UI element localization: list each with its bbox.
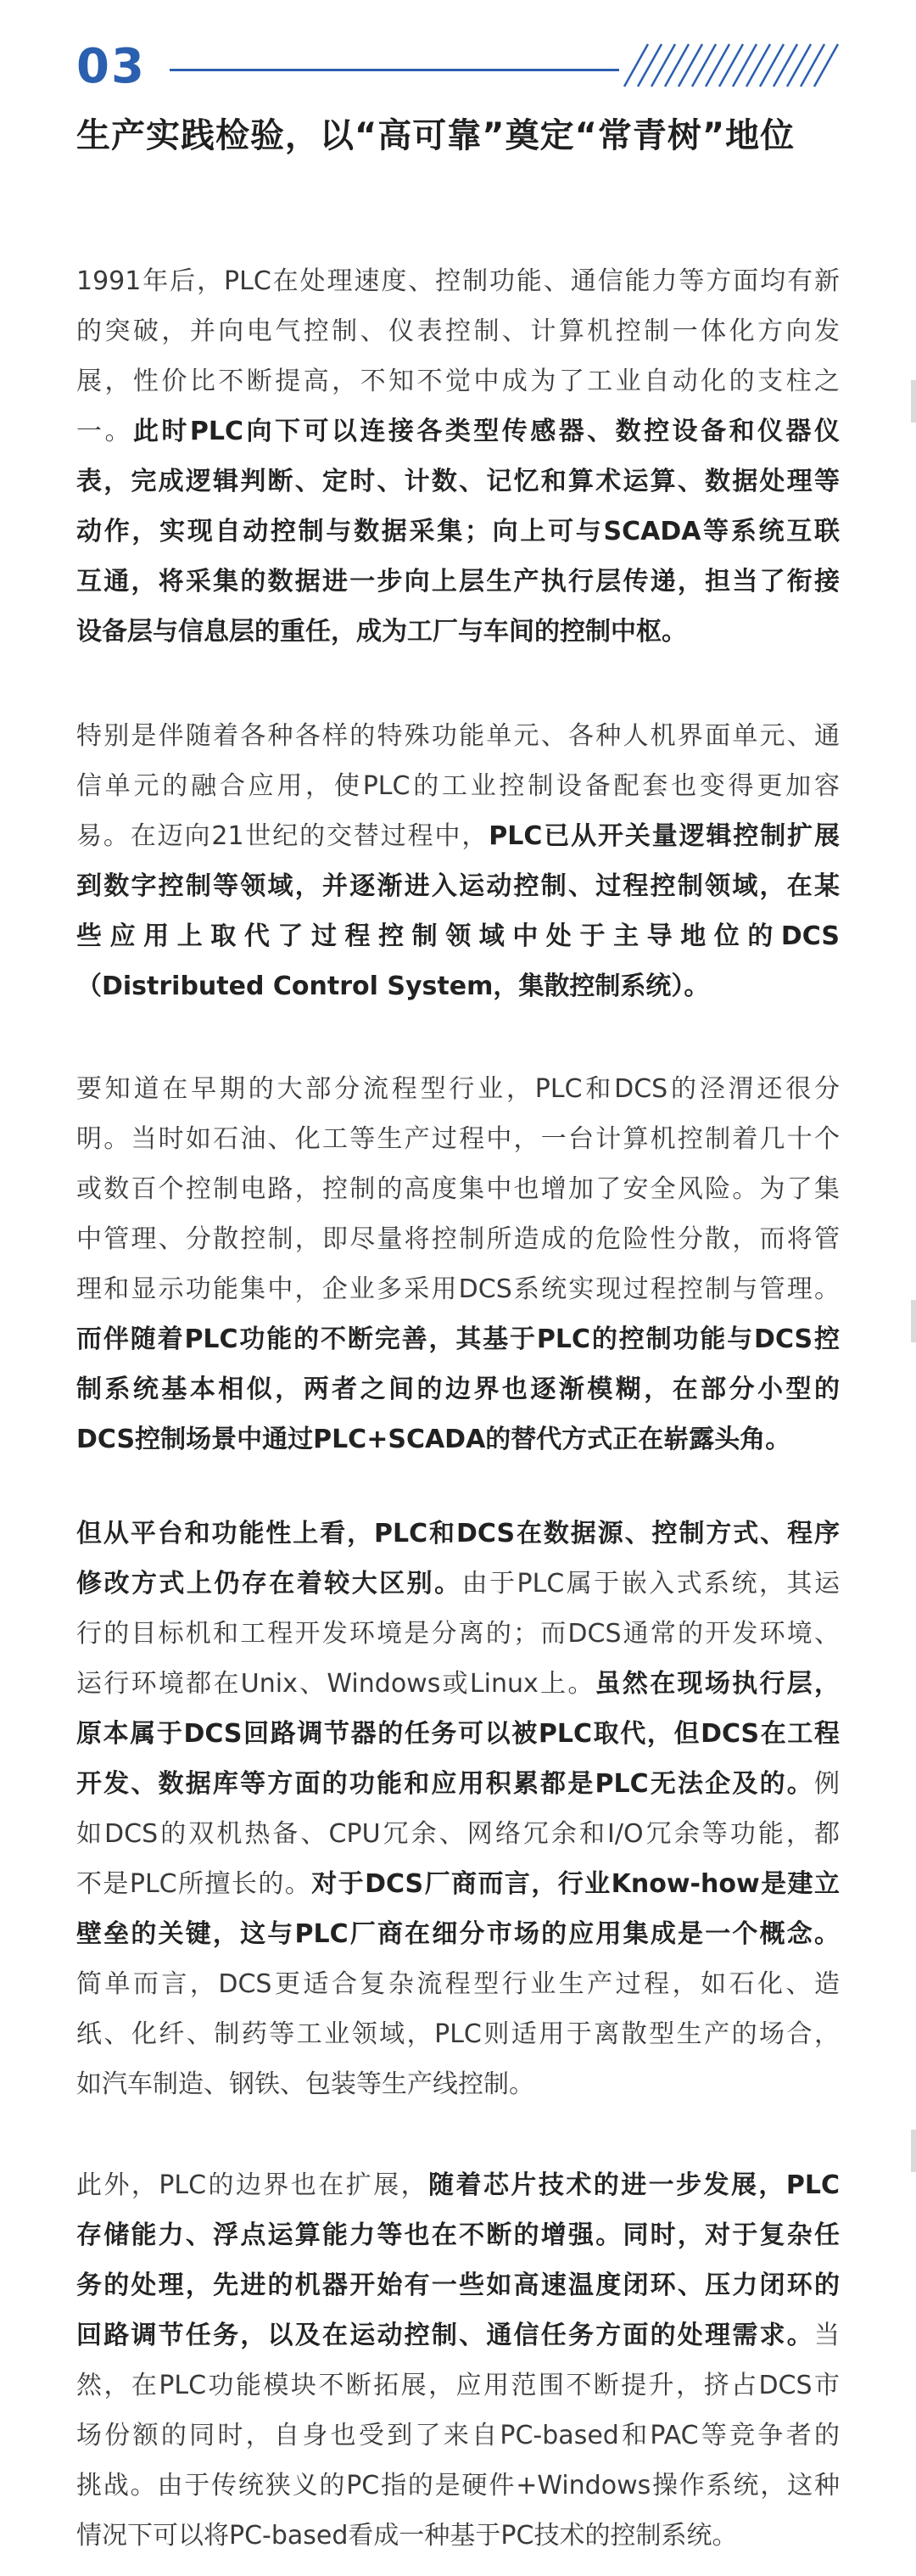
bold-text-segment: 制系统基本相似，两者之间的边界也逐渐模糊，在部分小型的 <box>76 1375 840 1404</box>
text-segment: 例 <box>814 1769 840 1799</box>
bold-text-segment: 此时PLC向下可以连接各类型传感器、数控设备和仪器仪 <box>132 417 840 446</box>
text-line <box>76 1364 840 1414</box>
text-segment: 明。当时如石油、化工等生产过程中，一台计算机控制着几十个 <box>76 1124 840 1154</box>
text-line <box>76 2411 840 2461</box>
text-line <box>76 711 840 761</box>
text-line <box>76 356 840 406</box>
text-line <box>76 2260 840 2310</box>
text-line <box>76 1809 840 1859</box>
bold-text-segment: 到数字控制等领域，并逐渐进入运动控制、过程控制领域，在某 <box>76 871 840 901</box>
text-line <box>76 607 840 657</box>
text-segment: 不是PLC所擅长的。 <box>76 1869 312 1899</box>
text-line <box>76 1264 840 1314</box>
text-line <box>76 1859 840 1909</box>
bold-text-segment: 开发、数据库等方面的功能和应用积累都是PLC无法企及的。 <box>76 1769 814 1799</box>
text-segment: 行的目标机和工程开发环境是分离的；而DCS通常的开发环境、 <box>76 1619 840 1649</box>
text-segment: 或数百个控制电路，控制的高度集中也增加了安全风险。为了集 <box>76 1174 840 1204</box>
bold-text-segment: DCS控制场景中通过PLC+SCADA的替代方式正在崭露头角。 <box>76 1425 791 1454</box>
bold-text-segment: 修改方式上仍存在着较大区别。 <box>76 1569 462 1599</box>
text-segment: 理和显示功能集中，企业多采用DCS系统实现过程控制与管理。 <box>76 1274 840 1304</box>
bold-text-segment: 设备层与信息层的重任，成为工厂与车间的控制中枢。 <box>76 617 687 647</box>
paragraph-2 <box>76 711 840 1011</box>
text-segment: 简单而言，DCS更适合复杂流程型行业生产过程，如石化、造 <box>76 1969 840 1999</box>
paragraph-4 <box>76 1509 840 2109</box>
text-line <box>76 1759 840 1809</box>
text-segment: 要知道在早期的大部分流程型行业，PLC和DCS的泾渭还很分 <box>76 1074 840 1104</box>
scroll-indicator <box>911 380 916 423</box>
section-header <box>76 37 840 97</box>
text-line <box>76 1164 840 1214</box>
text-segment: 如DCS的双机热备、CPU冗余、网络冗余和I/O冗余等功能，都 <box>76 1819 840 1849</box>
text-segment: 由于PLC属于嵌入式系统，其运 <box>461 1569 840 1599</box>
text-line <box>76 1414 840 1464</box>
text-line <box>76 1659 840 1709</box>
text-segment: 展，性价比不断提高，不知不觉中成为了工业自动化的支柱之 <box>76 367 840 396</box>
text-segment: 纸、化纤、制药等工业领域，PLC则适用于离散型生产的场合， <box>76 2019 840 2049</box>
bold-text-segment: 存储能力、浮点运算能力等也在不断的增强。同时，对于复杂任 <box>76 2220 840 2250</box>
hatch-decoration-icon <box>619 42 841 88</box>
text-line <box>76 961 840 1011</box>
text-segment: 易。在迈向21世纪的交替过程中， <box>76 821 489 851</box>
bold-text-segment: 虽然在现场执行层， <box>595 1669 840 1699</box>
text-line <box>76 1559 840 1609</box>
page-title: 生产实践检验，以“高可靠”奠定“常青树”地位 <box>76 116 796 155</box>
text-line <box>76 1959 840 2009</box>
text-segment: 一。 <box>76 417 133 446</box>
header-divider <box>170 69 619 71</box>
text-line <box>76 406 840 456</box>
text-line <box>76 2360 840 2411</box>
text-line <box>76 456 840 507</box>
text-segment: 挑战。由于传统狭义的PC指的是硬件+Windows操作系统，这种 <box>76 2471 840 2500</box>
bold-text-segment: 些应用上取代了过程控制领域中处于主导地位的DCS <box>76 921 840 951</box>
text-segment: 特别是伴随着各种各样的特殊功能单元、各种人机界面单元、通 <box>76 721 840 751</box>
bold-text-segment: 回路调节任务，以及在运动控制、通信任务方面的处理需求。 <box>76 2321 814 2350</box>
bold-text-segment: 而伴随着PLC功能的不断完善，其基于PLC的控制功能与DCS控 <box>76 1324 840 1354</box>
scroll-indicator <box>911 2130 916 2172</box>
text-line <box>76 2511 840 2561</box>
text-line <box>76 2310 840 2360</box>
text-line <box>76 811 840 861</box>
text-line <box>76 911 840 961</box>
bold-text-segment: 动作，实现自动控制与数据采集；向上可与SCADA等系统互联 <box>76 517 840 546</box>
text-segment: 如汽车制造、钢铁、包装等生产线控制。 <box>76 2069 534 2099</box>
bold-text-segment: 原本属于DCS回路调节器的任务可以被PLC取代，但DCS在工程 <box>76 1719 840 1749</box>
scroll-indicator <box>911 1300 916 1342</box>
text-segment: 此外，PLC的边界也在扩展， <box>76 2170 429 2200</box>
text-line <box>76 1909 840 1959</box>
section-number: 03 <box>76 39 146 94</box>
text-segment: 然，在PLC功能模块不断拓展，应用范围不断提升，挤占DCS市 <box>76 2371 840 2400</box>
text-line <box>76 1314 840 1364</box>
text-line <box>76 256 840 306</box>
text-segment: 的突破，并向电气控制、仪表控制、计算机控制一体化方向发 <box>76 316 840 346</box>
text-segment: 情况下可以将PC-based看成一种基于PC技术的控制系统。 <box>76 2521 738 2551</box>
bold-text-segment: 务的处理，先进的机器开始有一些如高速温度闭环、压力闭环的 <box>76 2271 840 2300</box>
text-line <box>76 507 840 557</box>
text-line <box>76 1709 840 1759</box>
text-segment: 场份额的同时，自身也受到了来自PC-based和PAC等竞争者的 <box>76 2421 840 2450</box>
text-line <box>76 2059 840 2109</box>
text-segment: 运行环境都在Unix、Windows或Linux上。 <box>76 1669 595 1699</box>
text-line <box>76 1114 840 1164</box>
text-line <box>76 1214 840 1264</box>
bold-text-segment: （Distributed Control System，集散控制系统）。 <box>76 972 710 1001</box>
bold-text-segment: 表，完成逻辑判断、定时、计数、记忆和算术运算、数据处理等 <box>76 467 840 496</box>
bold-text-segment: 但从平台和功能性上看，PLC和DCS在数据源、控制方式、程序 <box>76 1519 840 1548</box>
paragraph-5 <box>76 2160 840 2561</box>
text-line <box>76 1064 840 1114</box>
text-segment: 中管理、分散控制，即尽量将控制所造成的危险性分散，而将管 <box>76 1224 840 1254</box>
paragraph-3 <box>76 1064 840 1464</box>
text-line <box>76 861 840 911</box>
text-segment: 当 <box>814 2321 840 2350</box>
text-line <box>76 2210 840 2260</box>
bold-text-segment: 对于DCS厂商而言，行业Know-how是建立 <box>311 1869 840 1899</box>
text-line <box>76 2160 840 2210</box>
text-line <box>76 2009 840 2059</box>
text-line <box>76 2461 840 2511</box>
text-line <box>76 1509 840 1559</box>
bold-text-segment: PLC已从开关量逻辑控制扩展 <box>489 821 840 851</box>
text-line <box>76 306 840 356</box>
paragraph-1 <box>76 256 840 657</box>
text-line <box>76 1609 840 1659</box>
text-line <box>76 761 840 811</box>
text-segment: 信单元的融合应用，使PLC的工业控制设备配套也变得更加容 <box>76 771 840 801</box>
bold-text-segment: 互通，将采集的数据进一步向上层生产执行层传递，担当了衔接 <box>76 567 840 596</box>
bold-text-segment: 壁垒的关键，这与PLC厂商在细分市场的应用集成是一个概念。 <box>76 1919 840 1949</box>
bold-text-segment: 随着芯片技术的进一步发展，PLC <box>428 2170 840 2200</box>
text-segment: 1991年后，PLC在处理速度、控制功能、通信能力等方面均有新 <box>76 266 840 296</box>
text-line <box>76 557 840 607</box>
